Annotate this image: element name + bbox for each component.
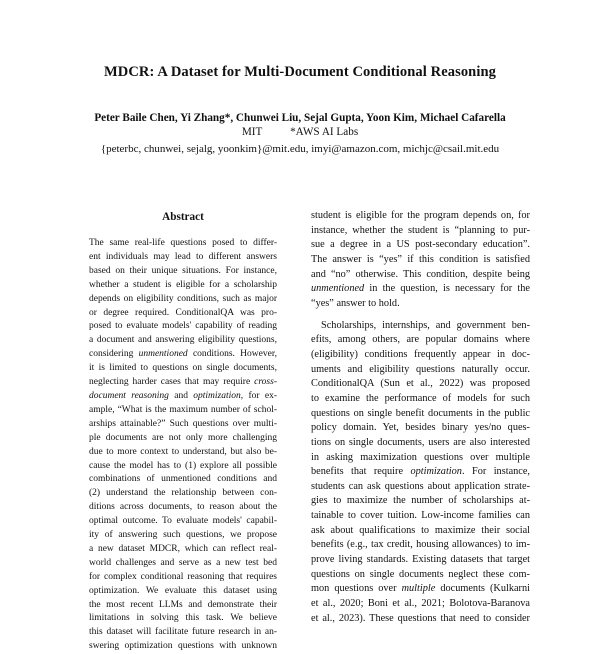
abstract-line: it is limited to questions on single documents,: [89, 363, 277, 374]
body-line: questions on single benefit documents in the public: [311, 407, 530, 419]
body-line: et al., 2023). These questions that need to consider: [311, 612, 530, 624]
paper-title: MDCR: A Dataset for Multi-Document Conditional Reasoning: [104, 64, 496, 80]
abstract-line: whether a student is eligible for a scholarship: [89, 279, 277, 290]
abstract-line: considering unmentioned conditions. However,: [89, 349, 277, 360]
abstract-line: cause the model has to (1) explore all possible: [89, 460, 277, 471]
body-line: The answer is “yes” if this condition is satisfied: [311, 253, 530, 265]
abstract-line: arships attainable?” Such questions over multi-: [89, 418, 277, 429]
body-line: questions on single documents neglect these com-: [311, 568, 530, 580]
body-line: policy domain. Yet, besides binary yes/no ques-: [311, 422, 530, 434]
body-line: Scholarships, internships, and government ben-: [321, 319, 530, 331]
body-line: tainable to cover tuition. Low-income families can: [311, 510, 530, 522]
abstract-line: ity of answering such questions, we propose: [89, 530, 277, 541]
intro-body: [311, 209, 530, 626]
body-line: to examine the performance of models for such: [311, 392, 530, 404]
abstract-line: optimization. We evaluate this dataset using: [89, 585, 277, 596]
abstract-line: for complex conditional reasoning that requires: [89, 571, 277, 582]
abstract-line: (2) understand the relationship between con-: [89, 488, 277, 499]
abstract-line: optimal outcome. To evaluate models' capabil-: [89, 516, 277, 527]
body-line: uments and eligibility questions naturally occur.: [311, 363, 530, 375]
body-line: benefits (e.g., tax credit, housing allowances) to im-: [311, 539, 530, 551]
abstract-line: ditions across documents, to reason about the: [89, 502, 277, 513]
abstract-line: or degree required. ConditionalQA was pro-: [89, 307, 277, 318]
abstract-line: swering optimization questions with unknown: [89, 641, 277, 652]
author-list: Peter Baile Chen, Yi Zhang*, Chunwei Liu, Sejal Gupta, Yoon Kim, Michael Cafarella: [94, 112, 506, 124]
body-line: and “no” otherwise. This condition, despite being: [311, 268, 530, 280]
body-line: instance, whether the student is “planning to pur-: [311, 224, 530, 236]
body-line: students can ask questions about application strate-: [311, 480, 530, 492]
abstract-line: ample, “What is the maximum number of schol-: [89, 404, 277, 415]
body-line: efits, among others, are popular domains where: [311, 334, 530, 346]
abstract-line: the most recent LLMs and demonstrate their: [89, 599, 277, 610]
abstract-line: world challenges and serve as a new test bed: [89, 557, 277, 568]
abstract-line: based on their unique situations. For instance,: [89, 265, 277, 276]
body-line: ask about qualifications to maximize their social: [311, 524, 530, 536]
abstract-line: ple documents are not only more challenging: [89, 432, 277, 443]
body-line: student is eligible for the program depends on, for: [311, 210, 530, 221]
body-line: et al., 2020; Boni et al., 2021; Bolotova-Baranova: [311, 598, 530, 610]
abstract-line: due to more context to understand, but also be-: [89, 446, 277, 457]
abstract-line: document reasoning and optimization, for ex-: [89, 390, 277, 401]
body-line: tions on single documents, users are also interested: [311, 436, 530, 448]
body-line: mon questions over multiple documents (Kulkarni: [311, 583, 530, 595]
abstract-line: depends on eligibility conditions, such as major: [89, 293, 277, 304]
body-line: sue a degree in a US post-secondary education”.: [311, 239, 530, 251]
abstract-line: neglecting harder cases that may require cross-: [89, 377, 277, 388]
abstract-line: combinations of unmentioned conditions and: [89, 474, 277, 485]
body-line: benefits that require optimization. For instance,: [311, 466, 530, 478]
abstract-line: a document and answering eligibility questions,: [89, 335, 277, 346]
abstract-line: posed to evaluate models' capability of reading: [89, 321, 277, 332]
body-line: in asking maximization questions over multiple: [311, 451, 530, 463]
body-line: prove living standards. Existing datasets that target: [311, 554, 530, 566]
abstract-line: this dataset will facilitate future research in an-: [89, 627, 277, 638]
abstract-line: The same real-life questions posed to differ-: [89, 238, 277, 248]
abstract-line: limitations in solving this task. We believe: [89, 613, 277, 624]
abstract-line: ent individuals may lead to different answers: [89, 251, 277, 262]
abstract-heading: Abstract: [162, 211, 204, 223]
affiliations: MIT *AWS AI Labs: [241, 126, 359, 138]
body-line: ConditionalQA (Sun et al., 2022) was proposed: [311, 378, 530, 390]
author-emails: {peterbc, chunwei, sejalg, yoonkim}@mit.edu, imyi@amazon.com, michjc@csail.mit.edu: [100, 143, 500, 155]
body-line: (eligibility) conditions frequently appear in doc-: [311, 348, 530, 360]
abstract-line: a new dataset MDCR, which can reflect real-: [89, 543, 277, 554]
body-line: gies to maximize the number of scholarships at-: [311, 495, 530, 507]
body-line: unmentioned in the question, is necessary for the: [311, 283, 530, 295]
body-line: “yes” answer to hold.: [311, 297, 400, 309]
abstract-body: [89, 237, 277, 654]
